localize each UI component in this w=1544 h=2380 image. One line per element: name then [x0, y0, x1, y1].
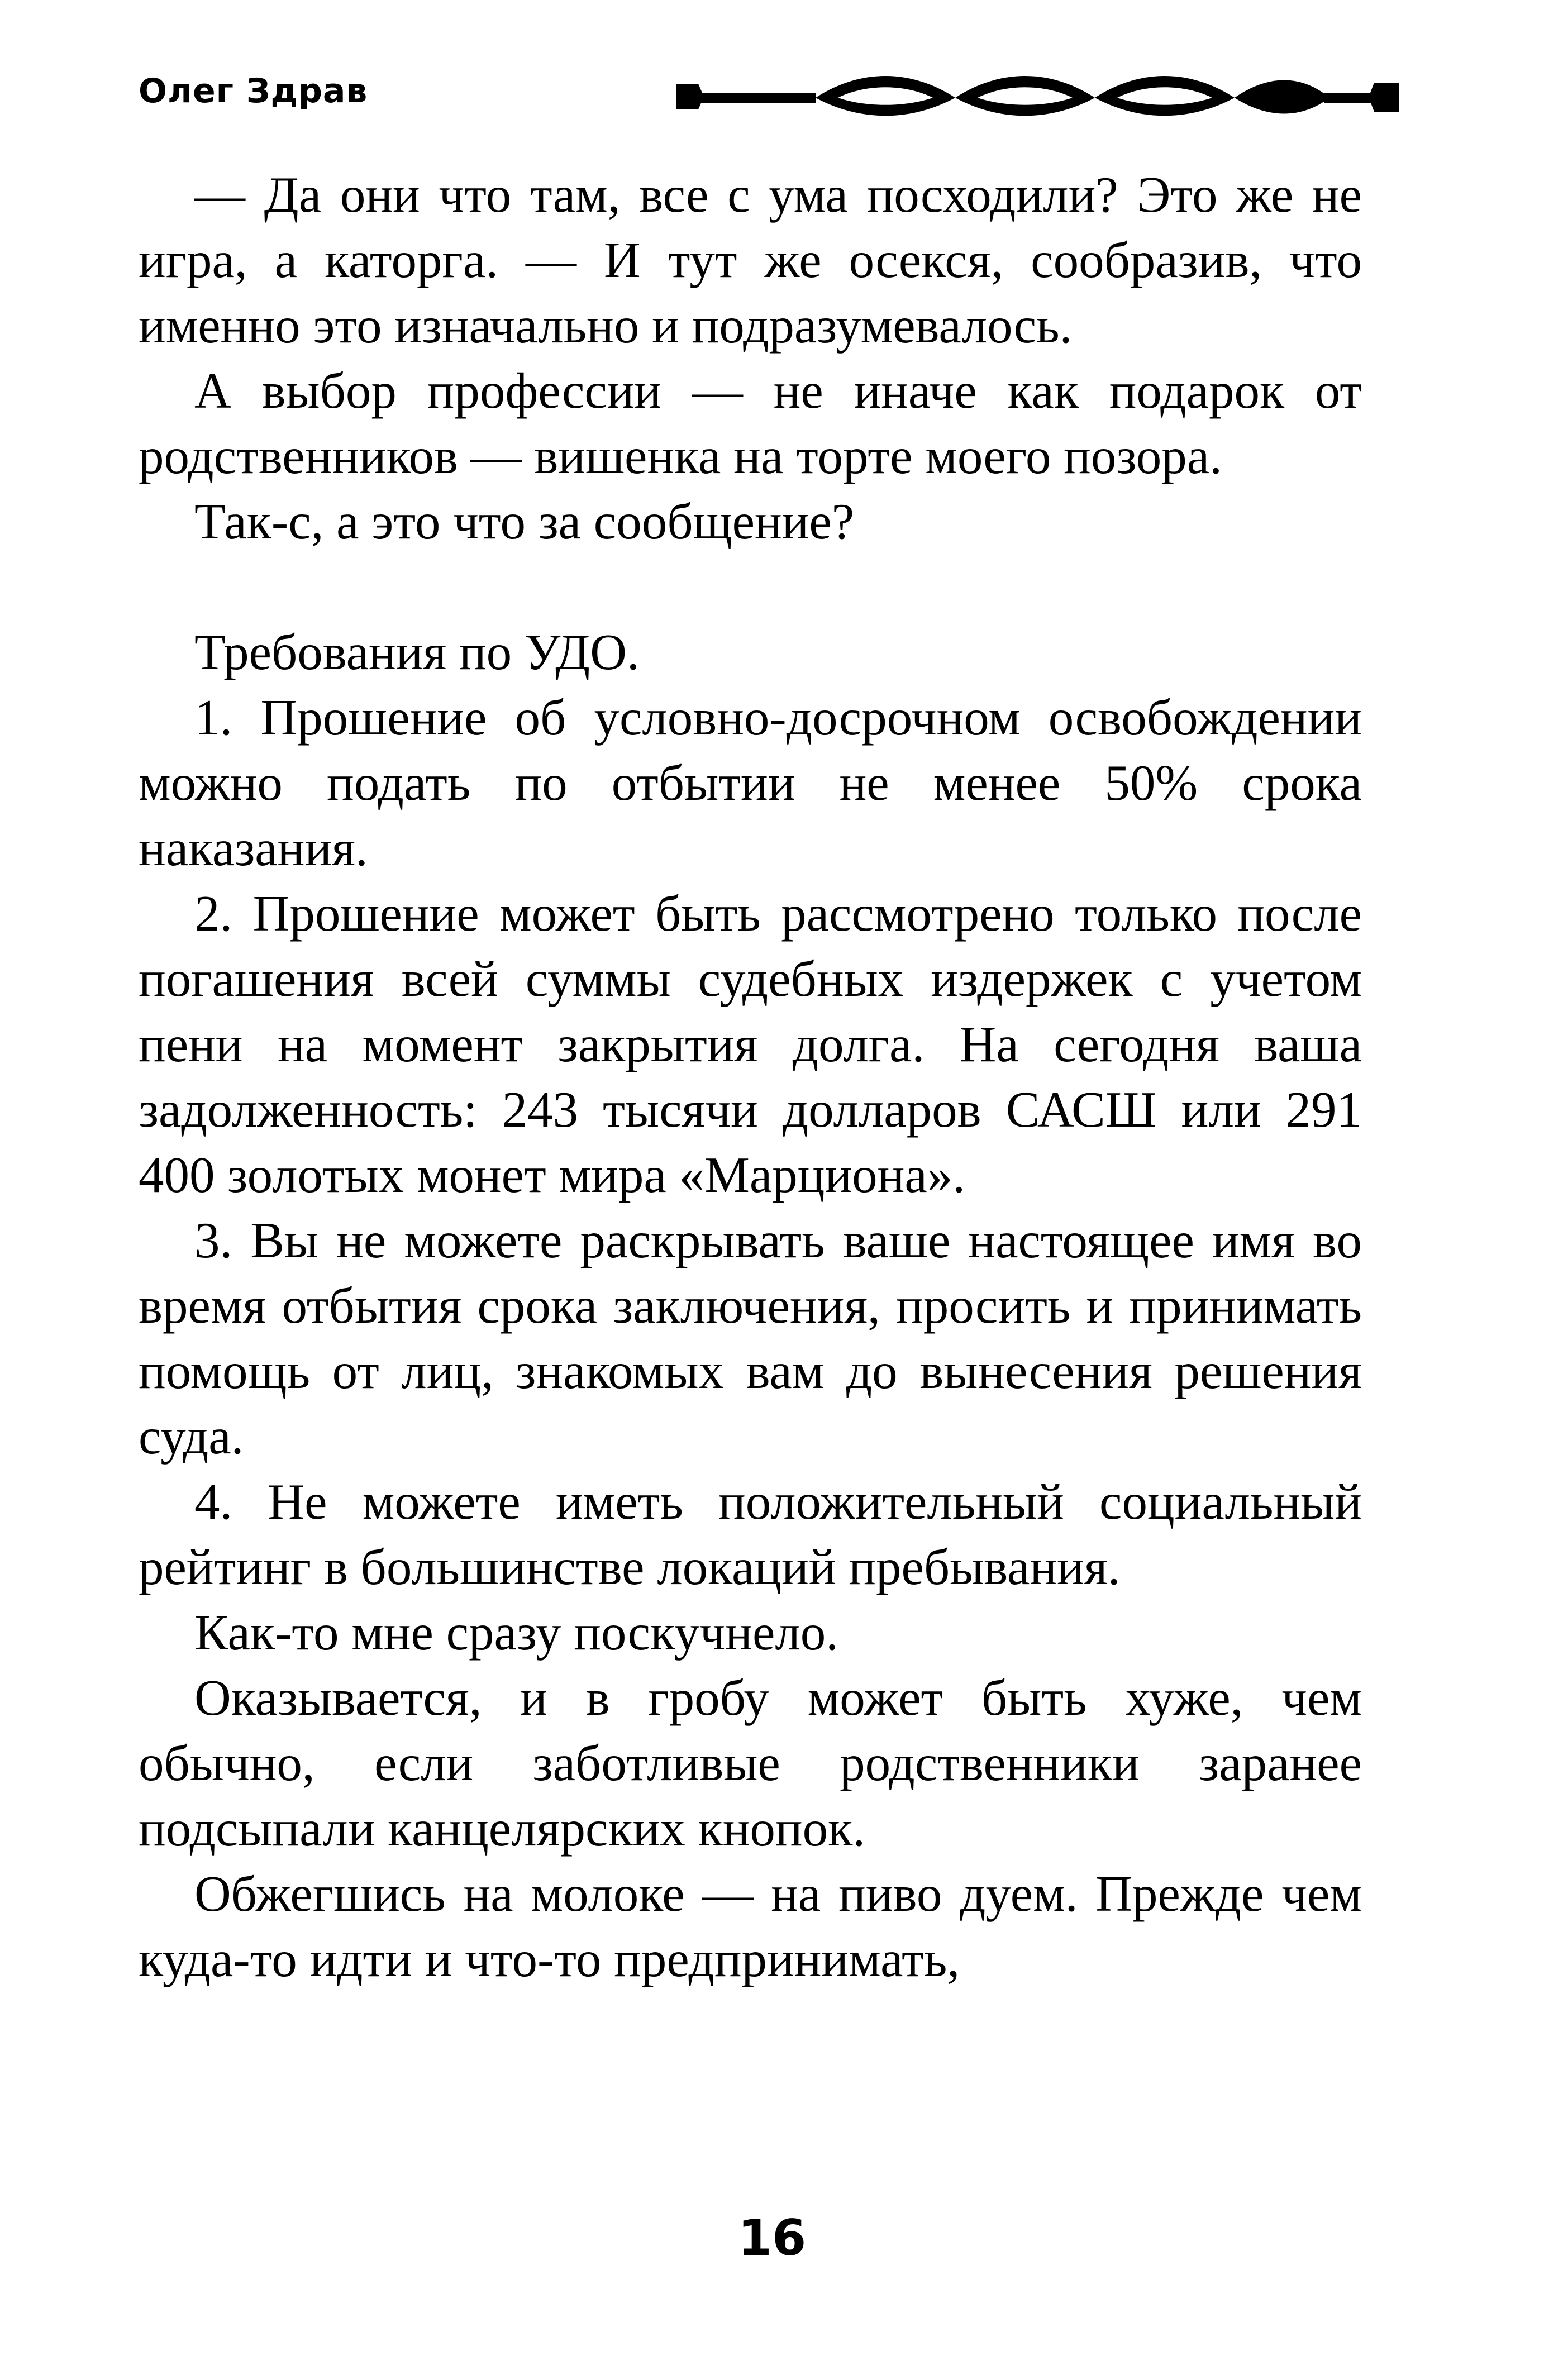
paragraph: 3. Вы не можете раскрывать ваше настоящее имя во время отбытия срока заключения, просить и принимать помощь от лиц, знакомых вам до вынесения решения суда.: [139, 1212, 1362, 1465]
paragraph: Требования по УДО.: [194, 624, 640, 680]
paragraph: — Да они что там, все с ума посходили? Это же не игра, а каторга. — И тут же осекся, сообразив, что именно это изначально и подразумевалось.: [139, 166, 1362, 354]
paragraph: Обжегшись на молоке — на пиво дуем. Прежде чем куда-то идти и что-то предпринимать,: [139, 1866, 1362, 1987]
paragraph: 2. Прошение может быть рассмотрено только после погашения всей суммы судебных издержек с учетом пени на момент закрытия долга. На сегодня ваша задолженность: 243 тысячи долларов САСШ или 291 400 золотых монет мира «Марциона».: [139, 885, 1362, 1203]
paragraph: Так-с, а это что за сообщение?: [194, 493, 855, 550]
braided-rope-ornament-icon: [676, 66, 1399, 127]
paragraph: А выбор профессии — не иначе как подарок от родственников — вишенка на торте моего позора.: [139, 363, 1362, 484]
paragraph: 1. Прошение об условно-досрочном освобождении можно подать по отбытии не менее 50% срока наказания.: [139, 689, 1362, 876]
paragraph: 4. Не можете иметь положительный социальный рейтинг в большинстве локаций пребывания.: [139, 1473, 1362, 1595]
page-header: [0, 0, 1544, 145]
paragraph: Как-то мне сразу поскучнело.: [194, 1604, 839, 1661]
running-head-author: Олег Здрав: [139, 71, 368, 111]
paragraph: Оказывается, и в гробу может быть хуже, чем обычно, если заботливые родственники заранее подсыпали канцелярских кнопок.: [139, 1670, 1362, 1857]
page-number: 16: [737, 2209, 807, 2267]
body-text: [139, 162, 1362, 1992]
